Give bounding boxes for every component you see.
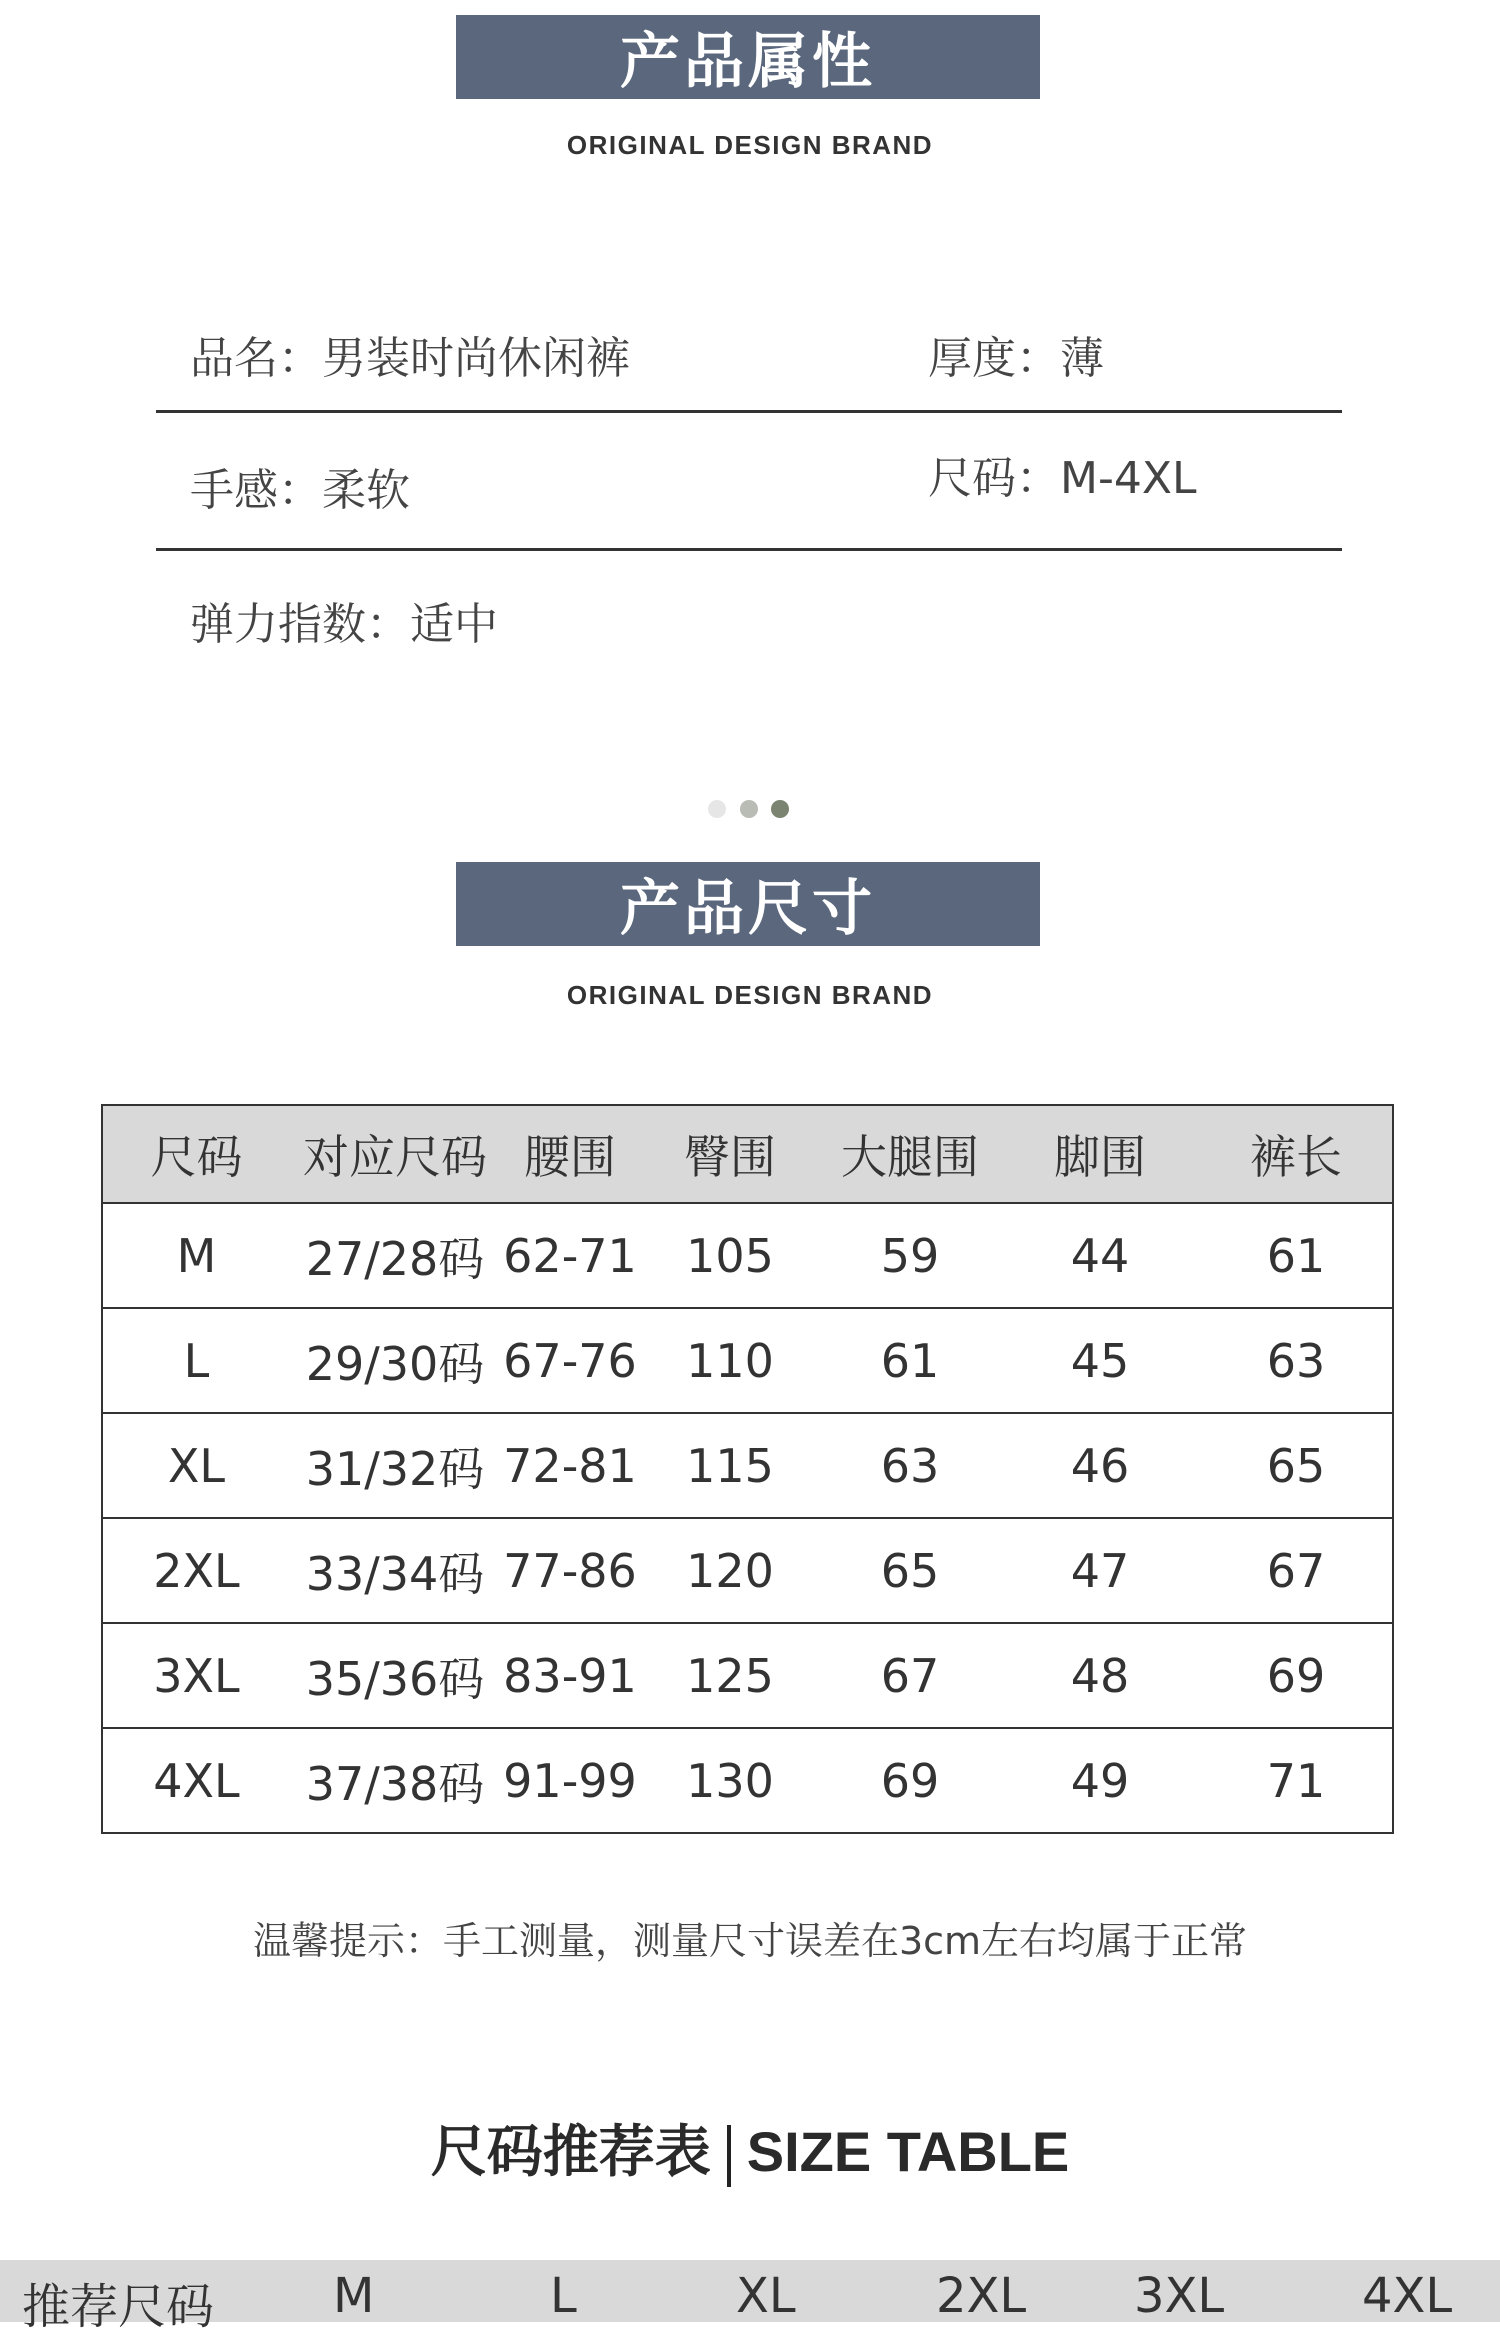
cell-thigh: 59	[820, 1203, 1000, 1308]
size-title: 产品尺寸	[620, 874, 876, 944]
col-header-equivalent-size: 对应尺码	[290, 1105, 500, 1203]
cell-equivalent-size: 31/32码	[290, 1413, 500, 1518]
col-header-thigh: 大腿围	[820, 1105, 1000, 1203]
cell-length: 71	[1200, 1728, 1393, 1833]
col-header-waist: 腰围	[500, 1105, 640, 1203]
cell-length: 61	[1200, 1203, 1393, 1308]
cell-thigh: 69	[820, 1728, 1000, 1833]
cell-size: 2XL	[102, 1518, 290, 1623]
title-divider	[727, 2125, 731, 2187]
size-table-title-cn: 尺码推荐表	[430, 2120, 711, 2185]
table-row	[102, 1203, 1393, 1308]
cell-equivalent-size: 33/34码	[290, 1518, 500, 1623]
cell-waist: 62-71	[500, 1203, 640, 1308]
cell-size: 4XL	[102, 1728, 290, 1833]
cell-length: 63	[1200, 1308, 1393, 1413]
cell-size: 3XL	[102, 1623, 290, 1728]
cell-hip: 105	[640, 1203, 820, 1308]
cell-equivalent-size: 35/36码	[290, 1623, 500, 1728]
cell-leg-opening: 45	[1000, 1308, 1200, 1413]
pagination-dot-1[interactable]	[708, 800, 726, 818]
col-header-leg-opening: 脚围	[1000, 1105, 1200, 1203]
table-row	[102, 1728, 1393, 1833]
attributes-title: 产品属性	[620, 27, 876, 97]
cell-leg-opening: 47	[1000, 1518, 1200, 1623]
table-row	[102, 1518, 1393, 1623]
attr-divider-1	[156, 410, 1342, 413]
recommend-size-m: M	[333, 2268, 375, 2324]
cell-thigh: 65	[820, 1518, 1000, 1623]
size-chart-table	[101, 1104, 1394, 1834]
recommend-size-xl: XL	[736, 2268, 796, 2324]
cell-waist: 67-76	[500, 1308, 640, 1413]
cell-hip: 125	[640, 1623, 820, 1728]
attributes-brand-subtitle: ORIGINAL DESIGN BRAND	[566, 130, 934, 160]
attr-divider-2	[156, 548, 1342, 551]
size-banner	[456, 862, 1040, 946]
col-header-length: 裤长	[1200, 1105, 1393, 1203]
table-row	[102, 1623, 1393, 1728]
cell-hip: 110	[640, 1308, 820, 1413]
recommend-size-3xl: 3XL	[1134, 2268, 1225, 2324]
pagination-dot-3-active[interactable]	[771, 800, 789, 818]
cell-hip: 115	[640, 1413, 820, 1518]
table-row	[102, 1308, 1393, 1413]
attr-elasticity: 弹力指数：适中	[190, 599, 498, 650]
cell-leg-opening: 44	[1000, 1203, 1200, 1308]
cell-equivalent-size: 27/28码	[290, 1203, 500, 1308]
attributes-banner	[456, 15, 1040, 99]
cell-size: XL	[102, 1413, 290, 1518]
recommend-size-label: 推荐尺码	[22, 2279, 215, 2335]
cell-waist: 91-99	[500, 1728, 640, 1833]
cell-waist: 83-91	[500, 1623, 640, 1728]
pagination-dot-2[interactable]	[740, 800, 758, 818]
col-header-size: 尺码	[102, 1105, 290, 1203]
size-table-title-en: SIZE TABLE	[746, 2120, 1070, 2183]
size-chart-header-row	[102, 1105, 1393, 1203]
cell-size: M	[102, 1203, 290, 1308]
cell-hip: 120	[640, 1518, 820, 1623]
attr-hand-feel: 手感：柔软	[190, 465, 410, 516]
cell-length: 65	[1200, 1413, 1393, 1518]
cell-hip: 130	[640, 1728, 820, 1833]
recommend-size-4xl: 4XL	[1362, 2268, 1453, 2324]
size-brand-subtitle: ORIGINAL DESIGN BRAND	[566, 980, 934, 1010]
cell-leg-opening: 46	[1000, 1413, 1200, 1518]
cell-waist: 77-86	[500, 1518, 640, 1623]
col-header-hip: 臀围	[640, 1105, 820, 1203]
cell-leg-opening: 48	[1000, 1623, 1200, 1728]
cell-length: 69	[1200, 1623, 1393, 1728]
recommend-size-2xl: 2XL	[936, 2268, 1027, 2324]
recommend-size-l: L	[550, 2268, 577, 2324]
cell-length: 67	[1200, 1518, 1393, 1623]
measurement-note: 温馨提示：手工测量，测量尺寸误差在3cm左右均属于正常	[252, 1919, 1248, 1963]
cell-equivalent-size: 29/30码	[290, 1308, 500, 1413]
attr-thickness: 厚度：薄	[928, 333, 1104, 384]
cell-thigh: 67	[820, 1623, 1000, 1728]
cell-thigh: 61	[820, 1308, 1000, 1413]
size-table-title	[0, 2108, 1500, 2188]
cell-waist: 72-81	[500, 1413, 640, 1518]
cell-leg-opening: 49	[1000, 1728, 1200, 1833]
attr-product-name: 品名：男装时尚休闲裤	[190, 333, 630, 384]
table-row	[102, 1413, 1393, 1518]
cell-size: L	[102, 1308, 290, 1413]
attr-size-range: 尺码：M-4XL	[928, 453, 1197, 504]
cell-thigh: 63	[820, 1413, 1000, 1518]
cell-equivalent-size: 37/38码	[290, 1728, 500, 1833]
